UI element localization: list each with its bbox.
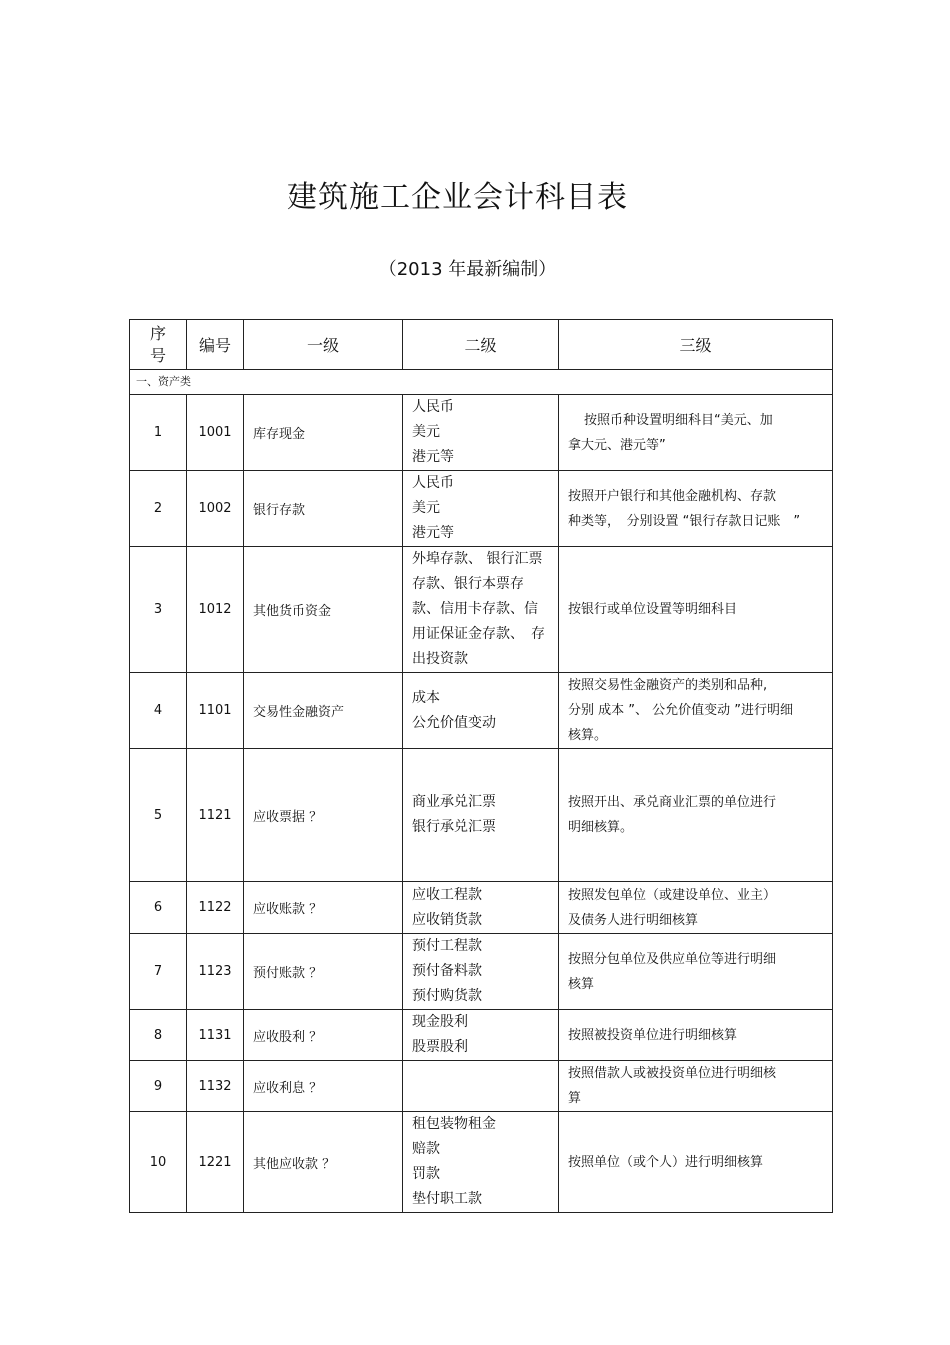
table-row bbox=[130, 934, 833, 1010]
cell-code: 1121 bbox=[187, 749, 244, 882]
level2-item: 商业承兑汇票 bbox=[412, 794, 496, 810]
level2-item: 外埠存款、 银行汇票 bbox=[412, 551, 543, 567]
cell-code: 1001 bbox=[187, 395, 244, 471]
table-row bbox=[130, 882, 833, 934]
document-subtitle: （2013 年最新编制） bbox=[378, 259, 557, 280]
cell-index: 10 bbox=[130, 1112, 187, 1213]
cell-level2 bbox=[403, 471, 559, 547]
cell-code: 1012 bbox=[187, 547, 244, 673]
cell-level2 bbox=[403, 1061, 559, 1112]
cell-level3 bbox=[559, 934, 833, 1010]
header-index bbox=[130, 320, 187, 370]
cell-index: 6 bbox=[130, 882, 187, 934]
table-row bbox=[130, 1112, 833, 1213]
table-row bbox=[130, 673, 833, 749]
level3-line: 按照币种设置明细科目“美元、加 bbox=[584, 412, 773, 428]
level3-line: 明细核算。 bbox=[568, 820, 634, 835]
document-title: 建筑施工企业会计科目表 bbox=[287, 180, 628, 215]
level2-item: 公允价值变动 bbox=[412, 714, 496, 731]
level3-line: 核算。 bbox=[568, 728, 608, 743]
cell-level2 bbox=[403, 1112, 559, 1213]
table-row bbox=[130, 547, 833, 673]
level3-line: 算 bbox=[568, 1091, 582, 1106]
cell-code: 1122 bbox=[187, 882, 244, 934]
cell-index: 4 bbox=[130, 673, 187, 749]
level2-item: 租包装物租金 bbox=[412, 1116, 496, 1132]
level2-item: 港元等 bbox=[412, 525, 454, 541]
table-header-row bbox=[130, 320, 833, 370]
cell-level2 bbox=[403, 749, 559, 882]
cell-code: 1002 bbox=[187, 471, 244, 547]
cell-level2 bbox=[403, 673, 559, 749]
level2-item: 美元 bbox=[412, 500, 440, 516]
cell-level1: 其他应收款 ？ bbox=[244, 1112, 403, 1213]
cell-level3 bbox=[559, 1010, 833, 1061]
cell-level3 bbox=[559, 673, 833, 749]
cell-level1: 其他货币资金 bbox=[244, 547, 403, 673]
level3-line: 按照交易性金融资产的类别和品种, bbox=[568, 678, 768, 693]
level2-item: 预付工程款 bbox=[412, 938, 482, 954]
cell-level1: 预付账款 ？ bbox=[244, 934, 403, 1010]
cell-level2 bbox=[403, 934, 559, 1010]
table-body bbox=[130, 395, 833, 1213]
level2-item: 预付备料款 bbox=[412, 963, 482, 979]
level2-item: 应收工程款 bbox=[412, 886, 482, 903]
table-row bbox=[130, 1010, 833, 1061]
header-index-line2: 号 bbox=[149, 345, 166, 365]
level2-item: 预付购货款 bbox=[412, 988, 482, 1004]
level3-line: 按照开出、承兑商业汇票的单位进行 bbox=[568, 795, 777, 810]
level2-item: 人民币 bbox=[412, 399, 454, 415]
cell-index: 5 bbox=[130, 749, 187, 882]
section-row bbox=[130, 370, 833, 395]
level2-item: 用证保证金存款、 存 bbox=[412, 626, 545, 642]
cell-level1: 应收利息 ？ bbox=[244, 1061, 403, 1112]
header-index-line1: 序 bbox=[149, 323, 166, 343]
level3-line: 分别 成本 ”、 公允价值变动 ”进行明细 bbox=[568, 703, 793, 718]
cell-level2 bbox=[403, 547, 559, 673]
level2-item: 美元 bbox=[412, 424, 440, 440]
cell-code: 1132 bbox=[187, 1061, 244, 1112]
level2-item: 款、信用卡存款、信 bbox=[412, 601, 538, 617]
cell-index: 9 bbox=[130, 1061, 187, 1112]
cell-code: 1221 bbox=[187, 1112, 244, 1213]
cell-level3 bbox=[559, 395, 833, 471]
cell-level1: 应收票据 ？ bbox=[244, 749, 403, 882]
cell-level2 bbox=[403, 395, 559, 471]
level2-item: 存款、银行本票存 bbox=[412, 576, 524, 592]
cell-code: 1131 bbox=[187, 1010, 244, 1061]
cell-level3 bbox=[559, 882, 833, 934]
cell-code: 1123 bbox=[187, 934, 244, 1010]
header-level1: 一级 bbox=[244, 320, 403, 370]
cell-index: 1 bbox=[130, 395, 187, 471]
cell-level3 bbox=[559, 547, 833, 673]
cell-code: 1101 bbox=[187, 673, 244, 749]
level2-item: 出投资款 bbox=[412, 651, 468, 667]
level3-line: 按照借款人或被投资单位进行明细核 bbox=[568, 1066, 777, 1081]
cell-level1: 银行存款 bbox=[244, 471, 403, 547]
header-code: 编号 bbox=[187, 320, 244, 370]
cell-level1: 应收账款 ？ bbox=[244, 882, 403, 934]
cell-level1: 应收股利 ？ bbox=[244, 1010, 403, 1061]
cell-level2 bbox=[403, 882, 559, 934]
level3-line: 按银行或单位设置等明细科目 bbox=[568, 602, 738, 617]
level3-line: 按照被投资单位进行明细核算 bbox=[568, 1027, 738, 1043]
level2-item: 应收销货款 bbox=[412, 911, 482, 928]
table-row bbox=[130, 749, 833, 882]
cell-index: 7 bbox=[130, 934, 187, 1010]
level3-line: 按照单位（或个人）进行明细核算 bbox=[568, 1154, 764, 1170]
cell-level3 bbox=[559, 471, 833, 547]
cell-index: 8 bbox=[130, 1010, 187, 1061]
level3-line: 及债务人进行明细核算 bbox=[568, 912, 699, 928]
cell-level1: 交易性金融资产 bbox=[244, 673, 403, 749]
level2-item: 人民币 bbox=[412, 475, 454, 491]
level3-line: 按照分包单位及供应单位等进行明细 bbox=[568, 951, 777, 967]
cell-level3 bbox=[559, 749, 833, 882]
cell-index: 3 bbox=[130, 547, 187, 673]
level3-line: 拿大元、港元等” bbox=[568, 437, 666, 453]
cell-level3 bbox=[559, 1061, 833, 1112]
level3-line: 种类等， 分别设置 “银行存款日记账 ” bbox=[568, 513, 801, 529]
table-row bbox=[130, 1061, 833, 1112]
level2-item: 垫付职工款 bbox=[412, 1191, 482, 1207]
header-level3: 三级 bbox=[559, 320, 833, 370]
table-row bbox=[130, 471, 833, 547]
level3-line: 按照开户银行和其他金融机构、存款 bbox=[568, 488, 777, 504]
level2-item: 股票股利 bbox=[412, 1039, 468, 1055]
cell-index: 2 bbox=[130, 471, 187, 547]
cell-level1: 库存现金 bbox=[244, 395, 403, 471]
level2-item: 成本 bbox=[412, 689, 440, 706]
account-table bbox=[129, 319, 833, 1213]
level2-item: 罚款 bbox=[412, 1166, 440, 1182]
cell-level3 bbox=[559, 1112, 833, 1213]
level2-item: 银行承兑汇票 bbox=[412, 819, 496, 835]
section-asset-label: 一、资产类 bbox=[130, 370, 833, 395]
level2-item: 港元等 bbox=[412, 449, 454, 465]
header-level2: 二级 bbox=[403, 320, 559, 370]
level2-item: 现金股利 bbox=[412, 1014, 468, 1030]
table-row bbox=[130, 395, 833, 471]
level2-item: 赔款 bbox=[412, 1141, 440, 1157]
cell-level2 bbox=[403, 1010, 559, 1061]
level3-line: 按照发包单位（或建设单位、业主） bbox=[568, 887, 777, 903]
level3-line: 核算 bbox=[568, 976, 595, 992]
